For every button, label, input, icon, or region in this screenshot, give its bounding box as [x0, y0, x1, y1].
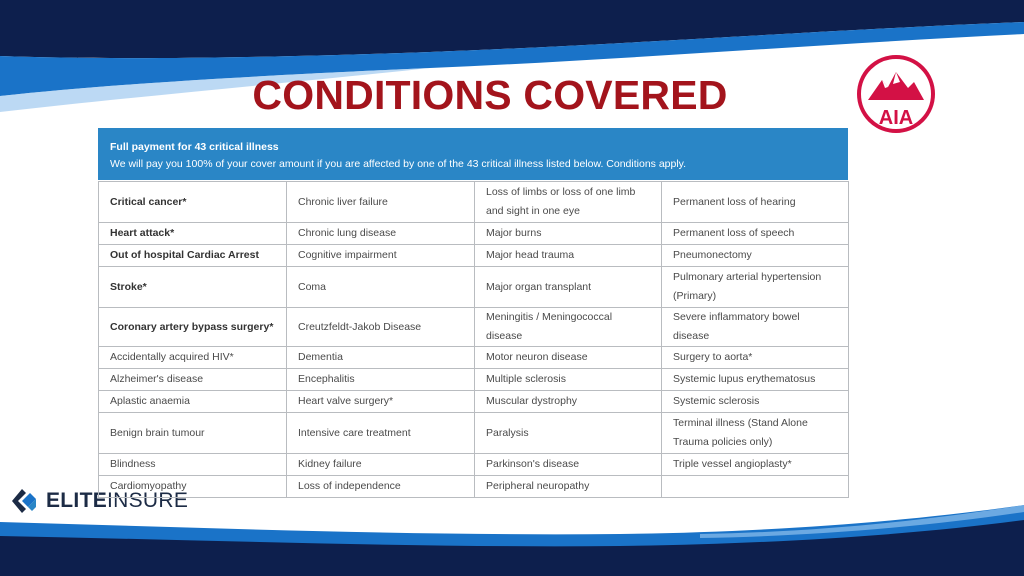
table-cell: Creutzfeldt-Jakob Disease [287, 308, 475, 347]
table-cell: Critical cancer* [99, 182, 287, 223]
table-cell: Coronary artery bypass surgery* [99, 308, 287, 347]
table-row [99, 347, 849, 369]
table-cell: Heart attack* [99, 223, 287, 245]
table-row [99, 413, 849, 454]
aia-logo-text: AIA [878, 107, 914, 129]
table-cell: Multiple sclerosis [475, 369, 662, 391]
table-cell: Loss of limbs or loss of one limb and sight in one eye [475, 182, 662, 223]
table-row [99, 454, 849, 476]
table-row [99, 223, 849, 245]
table-cell: Accidentally acquired HIV* [99, 347, 287, 369]
table-cell: Cardiomyopathy [99, 476, 287, 498]
table-row [99, 245, 849, 267]
table-cell: Alzheimer's disease [99, 369, 287, 391]
table-cell: Motor neuron disease [475, 347, 662, 369]
conditions-table [98, 181, 849, 498]
table-cell: Stroke* [99, 267, 287, 308]
table-row [99, 308, 849, 347]
table-cell: Systemic sclerosis [662, 391, 849, 413]
table-row [99, 476, 849, 498]
table-cell: Peripheral neuropathy [475, 476, 662, 498]
table-cell: Meningitis / Meningococcal disease [475, 308, 662, 347]
table-cell: Major head trauma [475, 245, 662, 267]
table-cell: Coma [287, 267, 475, 308]
table-cell: Triple vessel angioplasty* [662, 454, 849, 476]
table-row [99, 369, 849, 391]
table-cell: Intensive care treatment [287, 413, 475, 454]
table-cell: Parkinson's disease [475, 454, 662, 476]
table-row [99, 391, 849, 413]
panel-header [98, 128, 848, 180]
eliteinsure-mark-icon [8, 485, 40, 517]
page-title: CONDITIONS COVERED [252, 72, 728, 118]
table-cell: Major organ transplant [475, 267, 662, 308]
table-cell [662, 476, 849, 498]
table-cell: Dementia [287, 347, 475, 369]
table-cell: Kidney failure [287, 454, 475, 476]
table-cell: Benign brain tumour [99, 413, 287, 454]
table-cell: Heart valve surgery* [287, 391, 475, 413]
table-cell: Muscular dystrophy [475, 391, 662, 413]
table-cell: Paralysis [475, 413, 662, 454]
table-cell: Systemic lupus erythematosus [662, 369, 849, 391]
table-cell: Aplastic anaemia [99, 391, 287, 413]
table-cell: Cognitive impairment [287, 245, 475, 267]
panel-heading: Full payment for 43 critical illness [110, 141, 279, 153]
aia-logo-icon [856, 54, 936, 134]
table-cell: Pneumonectomy [662, 245, 849, 267]
table-cell: Loss of independence [287, 476, 475, 498]
table-cell: Pulmonary arterial hypertension (Primary) [662, 267, 849, 308]
table-cell: Encephalitis [287, 369, 475, 391]
table-cell: Major burns [475, 223, 662, 245]
table-cell: Out of hospital Cardiac Arrest [99, 245, 287, 267]
table-cell: Chronic lung disease [287, 223, 475, 245]
table-cell: Chronic liver failure [287, 182, 475, 223]
panel-subheading: We will pay you 100% of your cover amount if you are affected by one of the 43 critical illness listed below. Conditions apply. [110, 158, 687, 170]
table-cell: Surgery to aorta* [662, 347, 849, 369]
table-cell: Permanent loss of hearing [662, 182, 849, 223]
table-cell: Permanent loss of speech [662, 223, 849, 245]
eliteinsure-wordmark: ELITEINSURE [46, 489, 189, 512]
table-cell: Blindness [99, 454, 287, 476]
conditions-panel [98, 128, 848, 492]
table-cell: Terminal illness (Stand Alone Trauma policies only) [662, 413, 849, 454]
table-cell: Severe inflammatory bowel disease [662, 308, 849, 347]
table-row [99, 182, 849, 223]
table-row [99, 267, 849, 308]
